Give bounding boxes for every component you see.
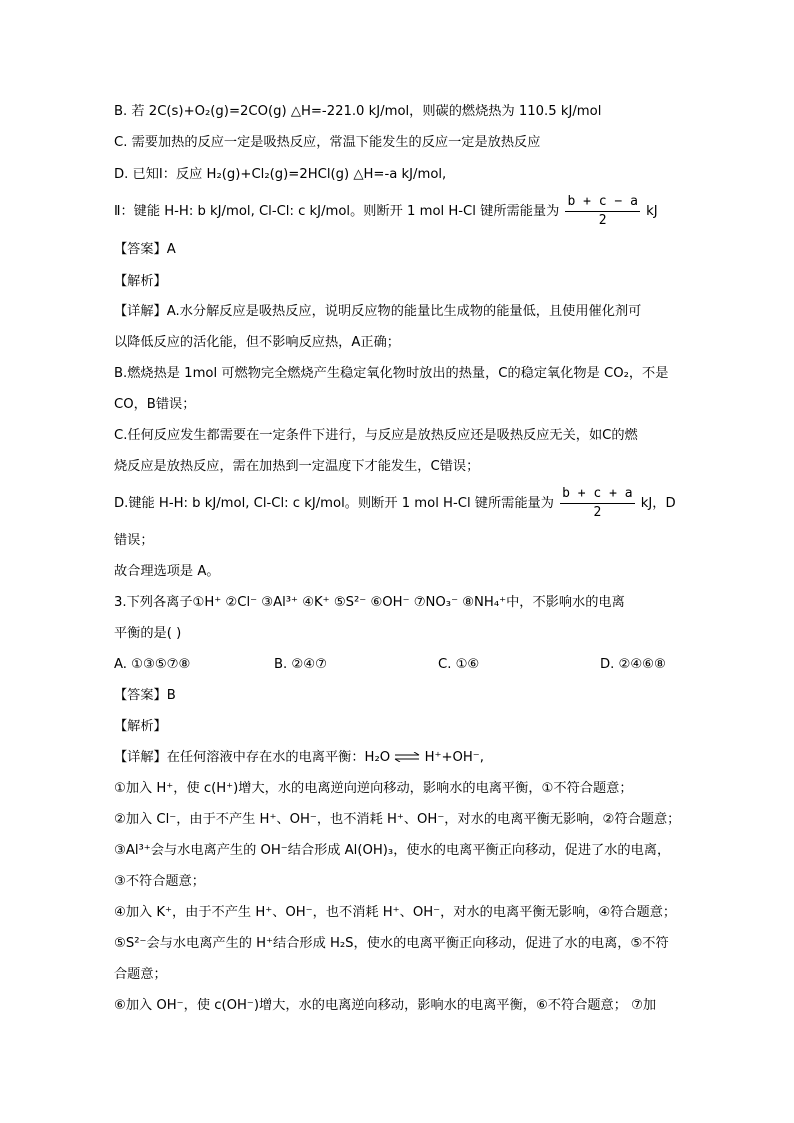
option-d-unit: kJ (646, 204, 658, 219)
option-c: C. 需要加热的反应一定是吸热反应，常温下能发生的反应一定是放热反应 (114, 135, 541, 150)
detail-1-c2: 烧反应是放热反应，需在加热到一定温度下才能发生，C错误； (114, 459, 480, 474)
detail-1-b: B.燃烧热是 1mol 可燃物完全燃烧产生稳定氧化物时放出的热量，C的稳定氧化物是 CO₂，不是 (114, 366, 669, 381)
detail-2-item-3b: ③不符合题意； (114, 874, 205, 889)
detail-2-item-4: ④加入 K⁺，由于不产生 H⁺、OH⁻，也不消耗 H⁺、OH⁻，对水的电离平衡无影响，④符合题意； (114, 905, 677, 920)
question-3-options (114, 655, 684, 675)
analysis-1: 【解析】 (114, 274, 167, 289)
detail-1-c: C.任何反应发生都需要在一定条件下进行，与反应是放热反应还是吸热反应无关，如C的燃 (114, 428, 638, 443)
detail-1-d (114, 484, 684, 524)
fraction-denominator: 2 (598, 212, 607, 228)
option-b-choice: B. ②④⑦ (274, 657, 327, 672)
detail-1-a: 【详解】A.水分解反应是吸热反应，说明反应物的能量比生成物的能量低，且使用催化剂可 (114, 304, 642, 319)
detail-1-d-text: D.键能 H-H: b kJ/mol, Cl-Cl: c kJ/mol。则断开 1 mol H-Cl 键所需能量为 (114, 496, 554, 511)
detail-2-item-5: ⑤S²⁻会与水电离产生的 H⁺结合形成 H₂S，使水的电离平衡正向移动，促进了水的电离，⑤不符 (114, 936, 669, 951)
fraction-numerator: b + c + a (560, 485, 634, 504)
fraction-bca (565, 193, 639, 230)
detail-2-item-6: ⑥加入 OH⁻，使 c(OH⁻)增大，水的电离逆向移动，影响水的电离平衡，⑥不符合题意； ⑦加 (114, 998, 657, 1013)
detail-2-intro-text: 【详解】在任何溶液中存在水的电离平衡：H₂O (114, 750, 391, 765)
option-d-text: Ⅱ：键能 H-H: b kJ/mol, Cl-Cl: c kJ/mol。则断开 1 mol H-Cl 键所需能量为 (114, 204, 560, 219)
detail-1-a2: 以降低反应的活化能，但不影响反应热，A正确； (114, 335, 400, 350)
detail-2-item-5b: 合题意； (114, 967, 167, 982)
analysis-2: 【解析】 (114, 719, 167, 734)
detail-2-intro (114, 748, 684, 768)
option-b: B. 若 2C(s)+O₂(g)=2CO(g) △H=-221.0 kJ/mol，则碳的燃烧热为 110.5 kJ/mol (114, 104, 602, 119)
fraction-bca-plus (560, 485, 634, 522)
option-a-choice: A. ①③⑤⑦⑧ (114, 657, 191, 672)
conclusion-1: 故合理选项是 A。 (114, 564, 220, 579)
answer-1: 【答案】A (114, 242, 176, 257)
detail-1-d-unit: kJ，D (640, 496, 676, 511)
option-c-choice: C. ①⑥ (438, 657, 480, 672)
option-d-choice: D. ②④⑥⑧ (600, 657, 666, 672)
equilibrium-arrow-icon (394, 752, 420, 762)
option-d-line2 (114, 192, 684, 232)
answer-2: 【答案】B (114, 688, 176, 703)
detail-2-item-2: ②加入 Cl⁻，由于不产生 H⁺、OH⁻，也不消耗 H⁺、OH⁻，对水的电离平衡无影响，②符合题意； (114, 812, 681, 827)
detail-2-intro-ions: H⁺+OH⁻, (424, 750, 484, 765)
question-3-line2: 平衡的是( ) (114, 626, 182, 641)
fraction-numerator: b + c − a (565, 193, 639, 212)
detail-2-item-3: ③Al³⁺会与水电离产生的 OH⁻结合形成 Al(OH)₃，使水的电离平衡正向移动，促进了水的电离， (114, 843, 671, 858)
option-d: D. 已知Ⅰ：反应 H₂(g)+Cl₂(g)=2HCl(g) △H=-a kJ/mol, (114, 167, 447, 182)
question-3: 3.下列各离子①H⁺ ②Cl⁻ ③Al³⁺ ④K⁺ ⑤S²⁻ ⑥OH⁻ ⑦NO₃⁻ ⑧NH₄⁺中，不影响水的电离 (114, 595, 625, 610)
fraction-denominator: 2 (593, 504, 602, 520)
detail-1-d2: 错误； (114, 533, 154, 548)
detail-1-b2: CO，B错误； (114, 397, 196, 412)
detail-2-item-1: ①加入 H⁺，使 c(H⁺)增大，水的电离逆向逆向移动，影响水的电离平衡，①不符合题意； (114, 781, 633, 796)
